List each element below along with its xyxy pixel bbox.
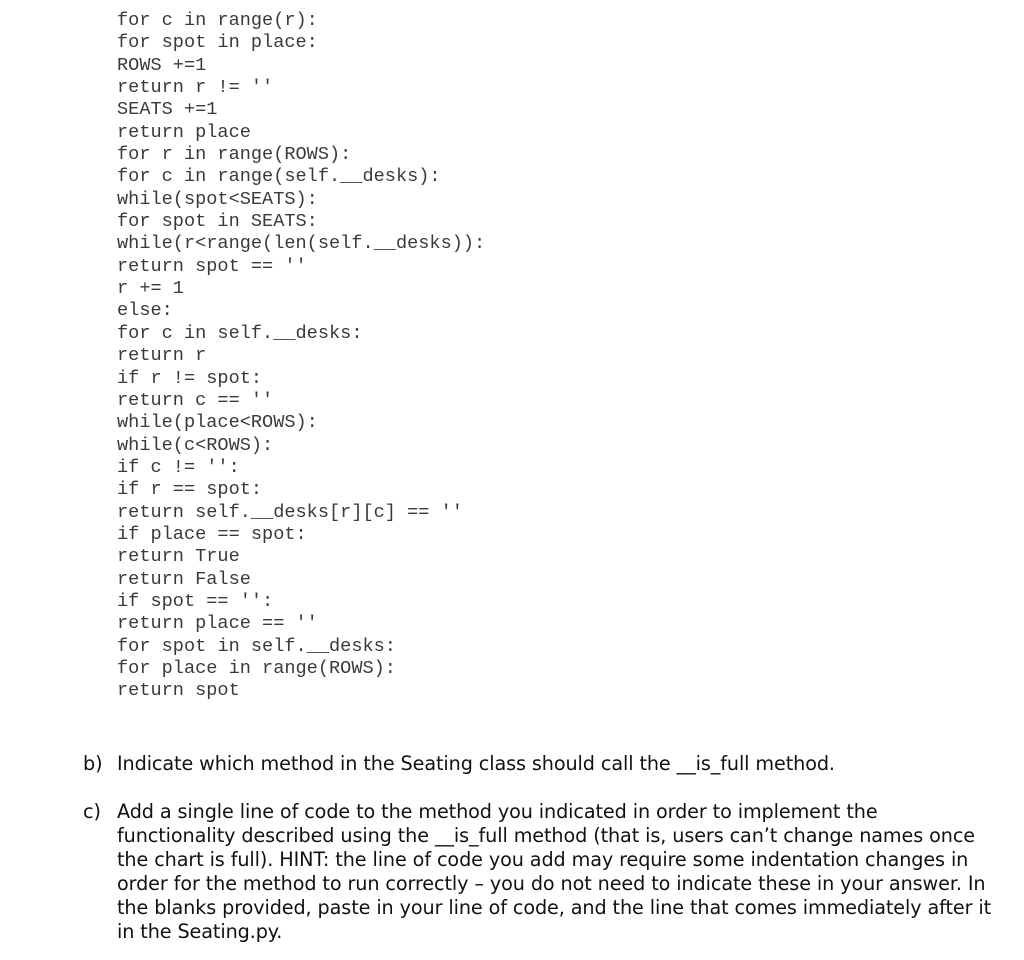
code-line: for spot in SEATS: (117, 211, 318, 233)
question-b (83, 752, 993, 776)
code-line: if place == spot: (117, 523, 307, 545)
code-line: return self.__desks[r][c] == '' (117, 501, 463, 523)
question-c-marker: c) (83, 800, 102, 823)
code-line: for c in self.__desks: (117, 322, 363, 344)
code-line: if r != spot: (117, 367, 263, 389)
code-line: while(c<ROWS): (117, 434, 274, 456)
code-line: return c == '' (117, 389, 274, 411)
code-line: return True (117, 546, 240, 568)
code-line: return r (117, 345, 207, 367)
code-block (117, 10, 485, 703)
question-c (83, 800, 993, 944)
code-line: return r != '' (117, 77, 274, 99)
code-line: r += 1 (117, 278, 184, 300)
code-line: while(place<ROWS): (117, 412, 318, 434)
code-line: while(r<range(len(self.__desks)): (117, 233, 486, 255)
code-line: return place (117, 121, 251, 143)
code-line: return spot (117, 680, 240, 702)
question-c-text: Add a single line of code to the method you indicated in order to implement the functionality described using the __is_full method (that is, users can’t change names once the chart is full). HINT: the line of code you add may require some indentation changes in order for the method to run correctly – you do not need to indicate these in your answer. In the blanks provided, paste in your line of code, and the line that comes immediately after it in the Seating.py. (117, 800, 992, 943)
code-line: if r == spot: (117, 479, 263, 501)
code-line: else: (117, 300, 173, 322)
code-line: ROWS +=1 (117, 54, 207, 76)
question-b-text: Indicate which method in the Seating class should call the __is_full method. (117, 752, 835, 775)
code-line: SEATS +=1 (117, 99, 218, 121)
code-line: if c != '': (117, 456, 240, 478)
code-line: for spot in place: (117, 32, 318, 54)
code-line: return spot == '' (117, 255, 307, 277)
code-line: while(spot<SEATS): (117, 188, 318, 210)
code-line: if spot == '': (117, 590, 274, 612)
code-line: for r in range(ROWS): (117, 144, 352, 166)
code-line: return place == '' (117, 613, 318, 635)
code-line: for c in range(r): (117, 10, 318, 31)
question-b-marker: b) (83, 752, 103, 775)
code-line: for spot in self.__desks: (117, 635, 396, 657)
code-line: for c in range(self.__desks): (117, 166, 441, 188)
code-line: for place in range(ROWS): (117, 657, 396, 679)
code-line: return False (117, 568, 251, 590)
